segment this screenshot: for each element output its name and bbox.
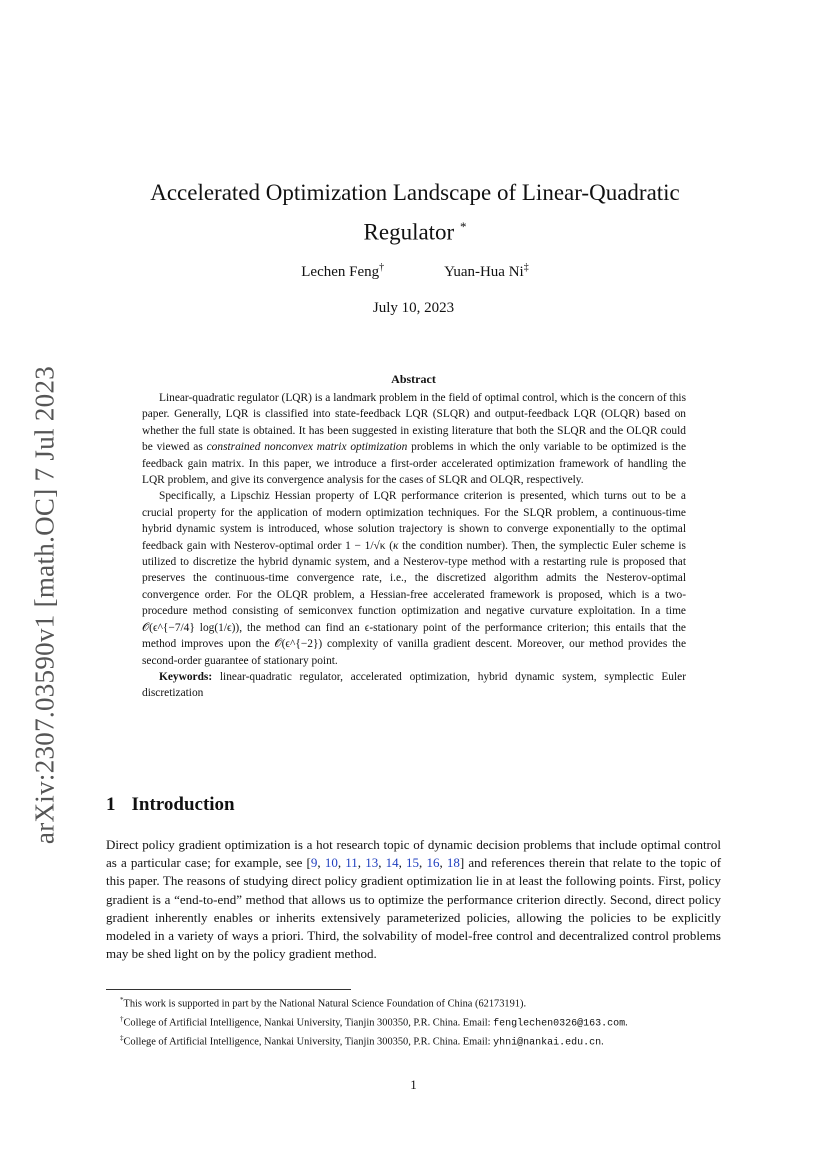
citation-link[interactable]: 14 (385, 855, 399, 871)
footnotes (106, 993, 726, 1051)
citation-link[interactable]: 9 (310, 855, 318, 871)
author-2-mark[interactable]: ‡ (523, 262, 529, 273)
footnote-1-text: This work is supported in part by the National Natural Science Foundation of China (62173191). (123, 998, 527, 1010)
footnote-divider (106, 989, 351, 990)
footnote-2-text: College of Artificial Intelligence, Nankai University, Tianjin 300350, P.R. China. Email: (123, 1017, 494, 1029)
keywords-text: linear-quadratic regulator, accelerated optimization, hybrid dynamic system, symplectic Euler discretization (142, 670, 686, 700)
footnote-3-text: College of Artificial Intelligence, Nankai University, Tianjin 300350, P.R. China. Email: (123, 1036, 494, 1048)
intro-paragraph: Direct policy gradient optimization is a hot research topic of dynamic decision problems that include optimal control as a particular case; for example, see [9, 10, 11, 13, 14, 15, 16, 18] and references therein that relate to the topic of this paper. The reasons of studying direct policy gradient optimization lie in at least the following points. First, policy gradient is a “end-to-end” method that allows us to optimize the performance criterion directly. Second, direct policy gradient inherently enables or inherits extensively parameterized policies, allowing the policies to be explicitly modeled in a variety of ways a priori. Third, the solvability of model-free control and decentralized control problems may be shed light on by the policy gradient method. (106, 837, 722, 962)
abstract-p2-kappa: κ (393, 539, 399, 552)
abstract-body (142, 390, 686, 702)
author-2 (444, 262, 529, 281)
author-2-name: Yuan-Hua Ni (444, 264, 524, 280)
title-line-2: Regulator (363, 219, 455, 245)
section-title: Introduction (131, 794, 235, 815)
abstract-p1-emphasis: constrained nonconvex matrix optimization (206, 441, 408, 454)
citation-link[interactable]: 10 (324, 855, 338, 871)
citation-link[interactable]: 18 (446, 855, 460, 871)
title-line-1: Accelerated Optimization Landscape of Linear-Quadratic (150, 180, 680, 205)
author-1-mark[interactable]: † (379, 262, 385, 273)
citation-link[interactable]: 11 (345, 855, 358, 871)
footnote-1-mark: * (120, 996, 124, 1004)
author-1-name: Lechen Feng (301, 264, 380, 280)
author-list (200, 262, 630, 281)
arxiv-identifier-text: arXiv:2307.03590v1 [math.OC] 7 Jul 2023 (29, 365, 60, 845)
section-heading-introduction (106, 794, 235, 816)
footnote-2-email[interactable]: fenglechen0326@163.com (493, 1018, 626, 1030)
paper-title (110, 176, 720, 250)
arxiv-identifier (22, 350, 68, 860)
introduction-body (106, 836, 721, 963)
keywords (142, 669, 686, 702)
footnote-3-email[interactable]: yhni@nankai.edu.cn (493, 1037, 602, 1049)
citation-link[interactable]: 13 (365, 855, 379, 871)
page-number: 1 (410, 1077, 417, 1092)
footnote-3-mark: ‡ (120, 1034, 124, 1043)
title-footnote-mark[interactable]: * (459, 219, 467, 234)
footnote-3: ‡College of Artificial Intelligence, Nankai University, Tianjin 300350, P.R. China. Email: yhni@nankai.edu.cn. (120, 1034, 604, 1049)
abstract-paragraph-2 (142, 488, 686, 668)
paper-date: July 10, 2023 (372, 300, 455, 316)
abstract-p2-text-b: the condition number). Then, the symplectic Euler scheme is utilized to discretize the hybrid dynamic system, and a Nesterov-type method with a restarting rule is proposed that preserves the continuous-time convergence rate, i.e., the discretized algorithm admits the Nesterov-optimal convergence order. For the OLQR problem, a Hessian-free accelerated framework is proposed, which is a two-procedure method consisting of semiconvex function optimization and negative curvature exploitation. In a time 𝒪(ϵ^{−7/4} log(1/ϵ)), the method can find an ϵ-stationary point of the performance criterion; this entails that the method improves upon the 𝒪(ϵ^{−2}) complexity of vanilla gradient descent. Moreover, our method provides the second-order guarantee of stationary point. (142, 539, 686, 667)
citation-link[interactable]: 15 (406, 855, 420, 871)
abstract-p1-text-a: Linear-quadratic regulator (LQR) is a landmark problem in the field of optimal control, which is the concern of this paper. Generally, LQR is classified into state-feedback LQR (SLQR) and output-feedback LQR (OLQR) based on whether the full state is obtained. It has been suggested in existing literature that both the SLQR and the OLQR could be viewed as (142, 392, 686, 454)
footnote-2-mark: † (120, 1014, 124, 1023)
footnote-2: †College of Artificial Intelligence, Nankai University, Tianjin 300350, P.R. China. Email: fenglechen0326@163.com. (120, 1014, 628, 1030)
intro-text-a: Direct policy gradient optimization is a hot research topic of dynamic decision problems that include optimal control as a particular case; for example, see [ (106, 837, 721, 871)
citation-link[interactable]: 16 (426, 855, 440, 871)
abstract-heading: Abstract (391, 372, 436, 386)
intro-text-b: ] and references therein that relate to the topic of this paper. The reasons of studying direct policy gradient optimization lie in at least the following points. First, policy gradient is a “end-to-end” method that allows us to optimize the performance criterion directly. Second, direct policy gradient inherently enables or inherits extensively parameterized policies, allowing the policies to be explicitly modeled in a variety of ways a priori. Third, the solvability of model-free control and decentralized control problems may be shed light on by the policy gradient method. (106, 855, 722, 962)
abstract-p2-text-a: Specifically, a Lipschiz Hessian property of LQR performance criterion is presented, which turns out to be a crucial property for the application of modern optimization techniques. For the SLQR problem, a continuous-time hybrid dynamic system is introduced, whose solution trajectory is shown to converge exponentially to the optimal feedback gain with Nesterov-optimal order 1 − 1/√κ ( (142, 490, 686, 552)
abstract-paragraph-1 (142, 390, 686, 488)
author-1 (301, 262, 384, 281)
abstract-p1-text-b: problems in which the only variable to be optimized is the feedback gain matrix. In this paper, we introduce a first-order accelerated optimization framework of handling the LQR problem, and give its convergence analysis for the cases of SLQR and OLQR, respectively. (142, 441, 687, 487)
section-number: 1 (106, 794, 116, 815)
footnote-1 (106, 993, 726, 1012)
keywords-label: Keywords: (159, 670, 213, 683)
